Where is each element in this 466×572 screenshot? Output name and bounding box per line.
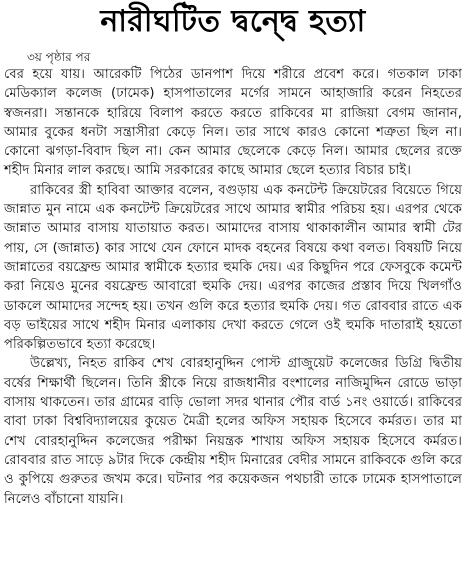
article-paragraph: বের হয়ে যায়। আরেকটি পিঠের ডানপাশ দিয়ে শরীরে প্রবেশ করে। গতকাল ঢাকা মেডিক্যাল কলেজ (ঢামেক) হাসপাতালের মর্গের সামনে আহাজারি করেন নিহতের স্বজনরা। সন্তানকে হারিয়ে বিলাপ করতে করতে রাকিবের মা রাজিয়া বেগম জানান, আমার বুকের ধনটা সন্ত্রাসীরা কেড়ে নিল। তার সাথে কারও কোনো শত্রুতা ছিল না। কোনো ঝগড়া-বিবাদ ছিল না। কেন আমার ছেলেকে কেড়ে নিল। আমার ছেলের রক্তে শহীদ মিনার লাল করছে। আমি সরকারের কাছে আমার ছেলে হত্যার বিচার চাই।: [4, 67, 462, 179]
article-body: [4, 65, 462, 509]
headline-area: [0, 0, 466, 46]
article-paragraph: উল্লেখ্য, নিহত রাকিব শেখ বোরহানুদ্দিন পোস্ট গ্রাজুয়েট কলেজের ডিগ্রি দ্বিতীয় বর্ষের শিক্ষার্থী ছিলেন। তিনি স্ত্রীকে নিয়ে রাজধানীর বংশালের নাজিমুদ্দিন রোডে ভাড়া বাসায় থাকতেন। তার গ্রামের বাড়ি ভোলা সদর থানার পৌর বার্ড ১নং ওয়ার্ডে। রাকিবের বাবা ঢাকা বিশ্ববিদ্যালয়ের কুয়েত মৈত্রী হলের অফিস সহায়ক হিসেবে কর্মরত। তার মা শেখ বোরহানুদ্দিন কলেজের পরীক্ষা নিয়ন্ত্রক শাখায় অফিস সহায়ক হিসেবে কর্মরত। রোববার রাত সাড়ে ৯টার দিকে কেন্দ্রীয় শহীদ মিনারের বেদীর সামনে রাকিবকে গুলি করে ও কুপিয়ে গুরুতর জখম করে। ঘটনার পর কয়েকজন পথচারী তাকে ঢামেক হাসপাতালে নিলেও বাঁচানো যায়নি।: [4, 356, 462, 507]
headline: নারীঘটিত দ্বন্দ্বে হত্যা: [100, 4, 366, 39]
continued-from-label: ৩য় পৃষ্ঠার পর: [27, 50, 91, 64]
article-paragraph: রাকিবের স্ত্রী হাবিবা আক্তার বলেন, বগুড়ায় এক কনটেন্ট ক্রিয়েটরের বিয়েতে গিয়ে জান্নাত মুন নামে এক কনটেন্ট ক্রিয়েটরের সাথে আমার স্বামীর পরিচয় হয়। এরপর থেকে জান্নাত আমার বাসায় যাতায়াত করত। আমাদের বাসায় থাকাকালীন আমার স্বামী টের পায়, সে (জান্নাত) কার সাথে যেন ফোনে মাদক বহনের বিষয়ে কথা বলত। বিষয়টি নিয়ে জান্নাতের বয়ফ্রেন্ড আমার স্বামীকে হত্যার হুমকি দেয়। এর কিছুদিন পরে ফেসবুকে কমেন্ট করা নিয়েও মুনের বয়ফ্রেন্ড আবারো হুমকি দেয়। এরপর কাজের প্রস্তাব দিয়ে খিলগাঁও ডাকলে আমাদের সন্দেহ হয়। তখন গুলি করে হত্যার হুমকি দেয়। গত রোববার রাতে এক বড় ভাইয়ের সাথে শহীদ মিনার এলাকায় দেখা করতে গেলে ওই হুমকি দাতারাই হয়তো পরিকল্পিতভাবে হত্যা করেছে।: [4, 182, 462, 353]
